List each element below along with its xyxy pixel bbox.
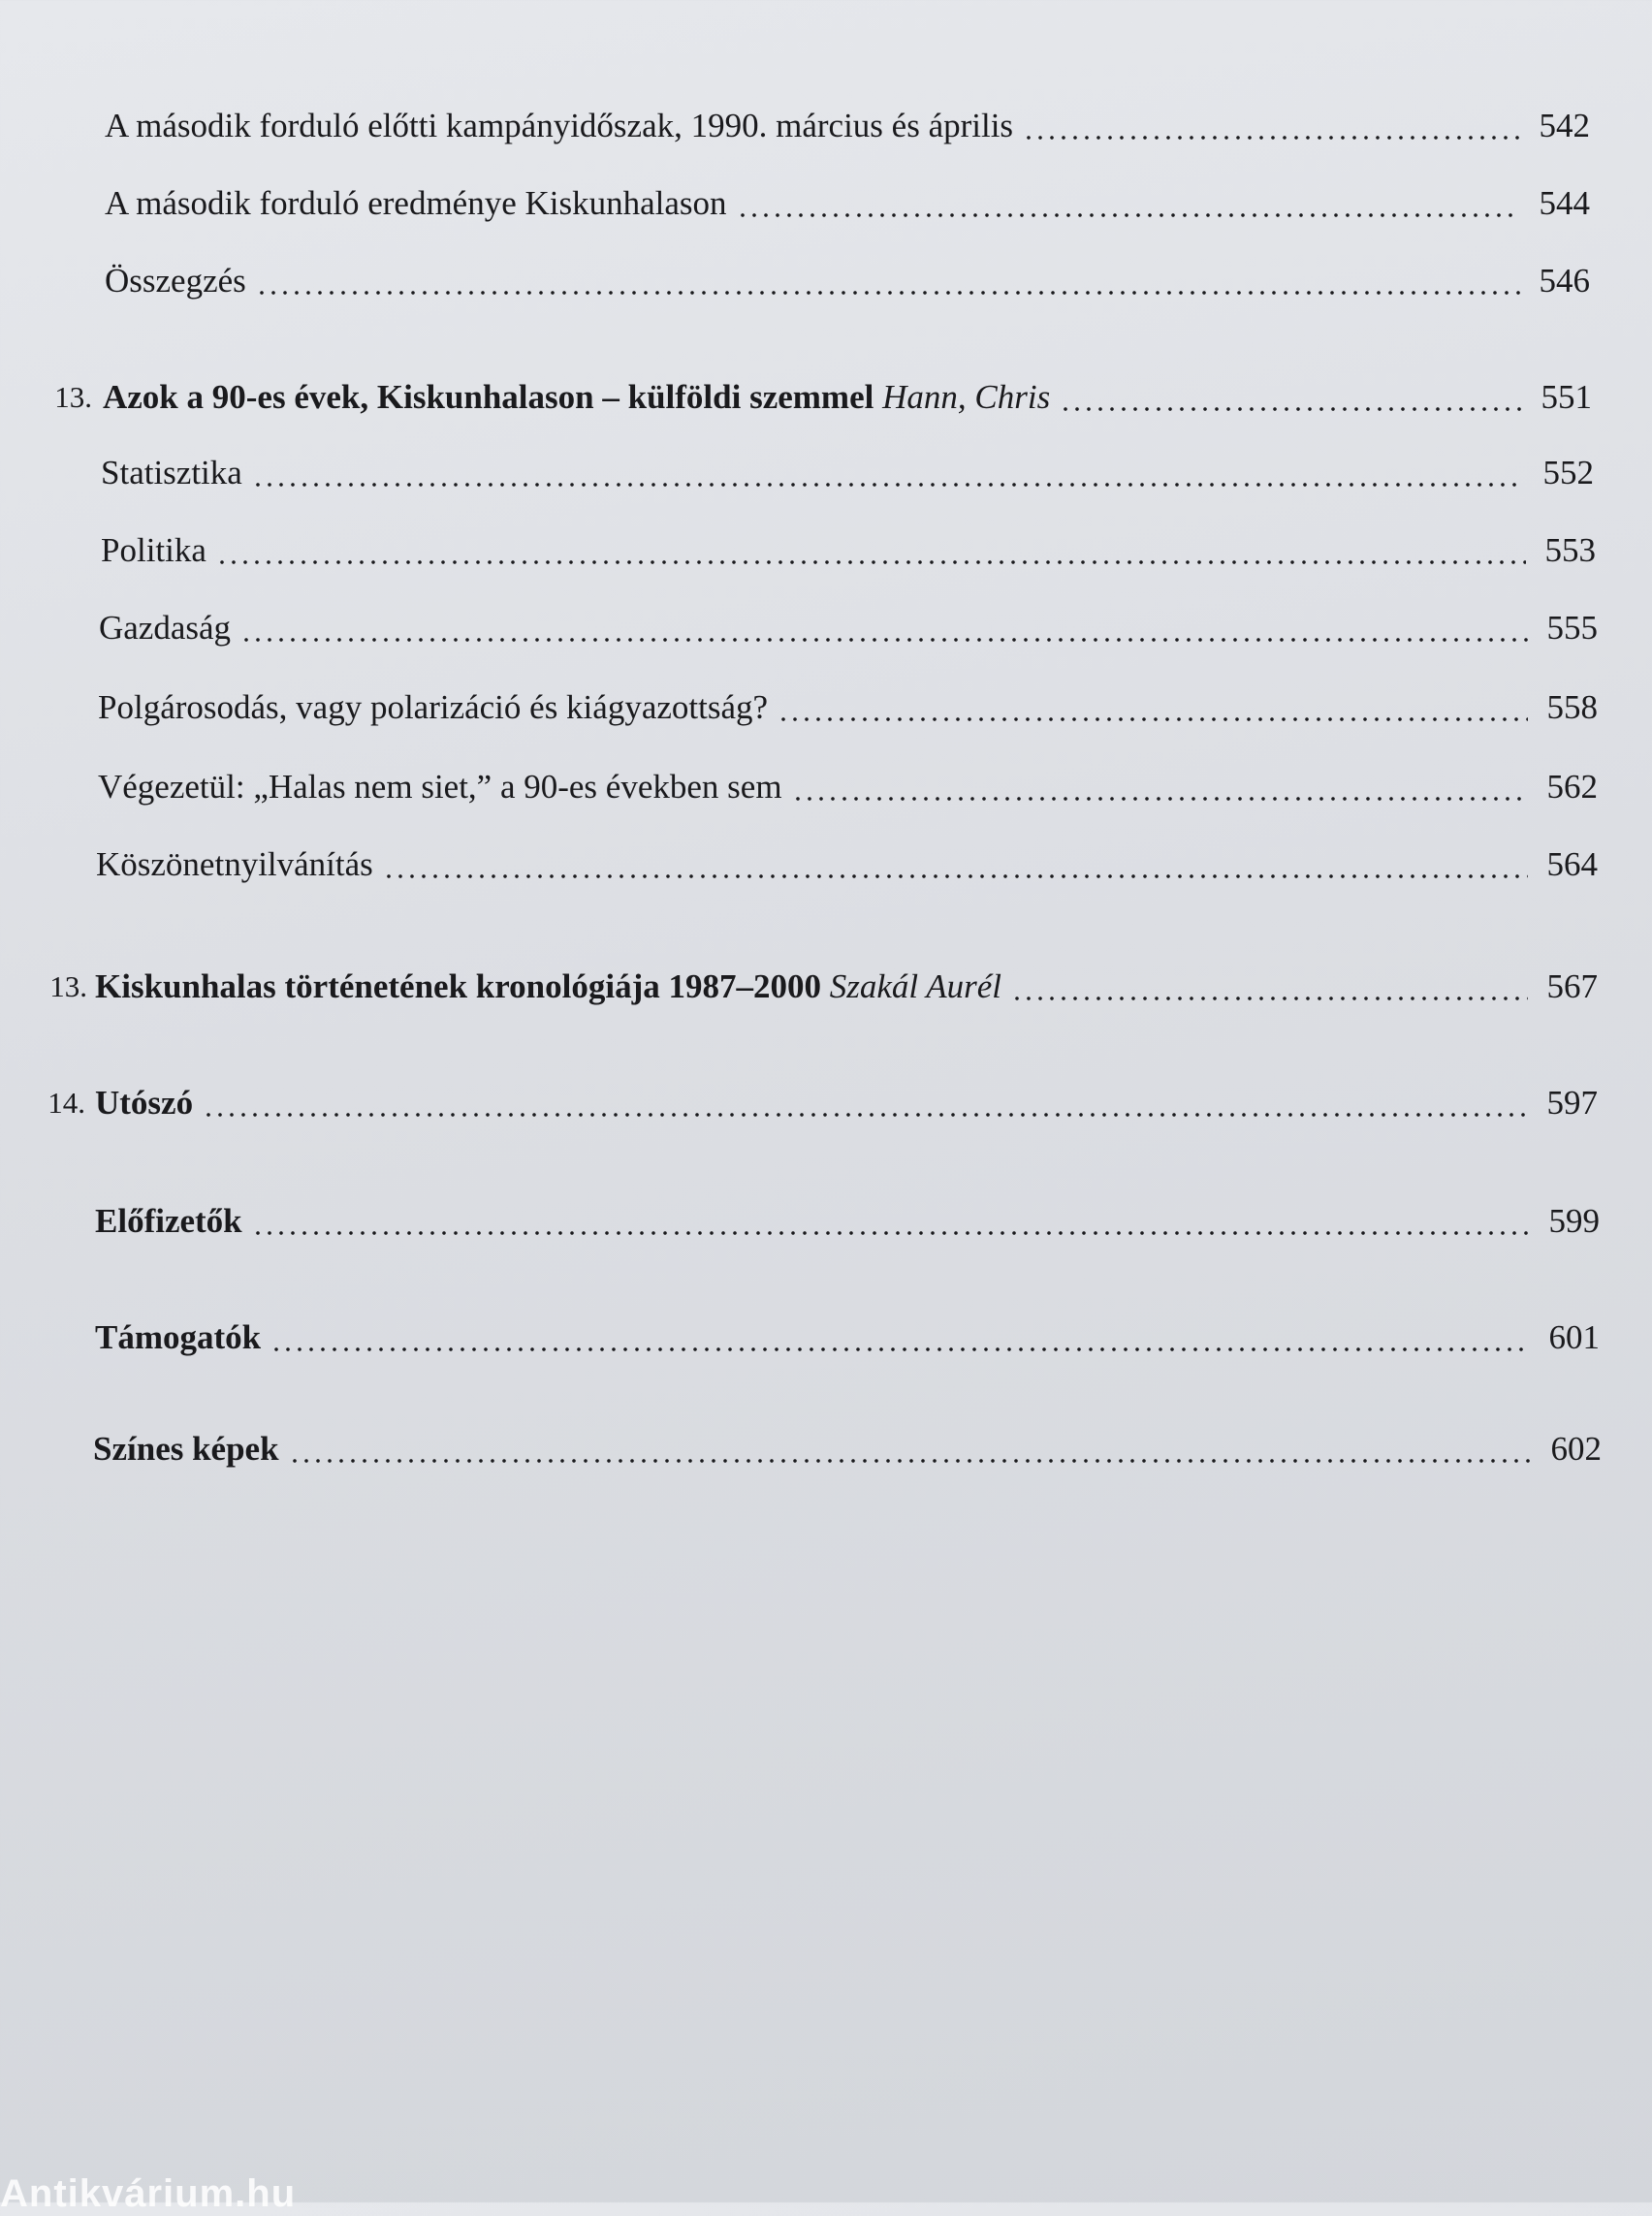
- toc-entry-title: [93, 1420, 285, 1478]
- toc-entry-title-text: A második forduló eredménye Kiskunhalason: [105, 184, 727, 222]
- toc-entry-title-text: Gazdaság: [99, 609, 232, 647]
- toc-entry-number: 14.: [48, 1086, 85, 1120]
- toc-entry-author: Szakál Aurél: [829, 967, 1002, 1005]
- toc-entry-title-text: Végezetül: „Halas nem siet,” a 90-es években sem: [98, 768, 782, 806]
- toc-entry-title-text: Színes képek: [93, 1430, 279, 1468]
- toc-entry-page-number: 599: [1548, 1202, 1600, 1240]
- toc-entry-title-text: Támogatók: [95, 1318, 262, 1356]
- toc-entry-page-number: 551: [1541, 378, 1592, 416]
- toc-entry: [0, 444, 1652, 502]
- toc-entry-title-text: Statisztika: [101, 454, 242, 491]
- toc-entry: [0, 958, 1652, 1016]
- toc-entry-page-number: 558: [1546, 688, 1598, 726]
- toc-entry: [0, 1309, 1652, 1367]
- watermark: Antikvárium.hu: [0, 2172, 297, 2215]
- toc-entry-page-number: 602: [1550, 1430, 1602, 1468]
- toc-entry-number: 13.: [54, 380, 92, 414]
- toc-entry-page-number: 542: [1539, 107, 1590, 144]
- toc-entry-title: [95, 1192, 248, 1250]
- toc-entry: [0, 679, 1652, 737]
- toc-entry-title: [101, 522, 212, 580]
- toc-entry-page-number: 555: [1546, 609, 1598, 647]
- dot-leader: [216, 560, 1526, 564]
- toc-entry-page-number: 544: [1539, 184, 1590, 222]
- toc-entry-page-number: 552: [1542, 454, 1594, 491]
- toc-entry: [0, 252, 1652, 310]
- toc-entry-title: [95, 1074, 199, 1132]
- toc-entry-title: [103, 368, 1056, 427]
- dot-leader: [256, 291, 1520, 295]
- toc-entry: [0, 174, 1652, 233]
- dot-leader: [1023, 136, 1520, 140]
- toc-entry-title-text: Összegzés: [105, 262, 246, 300]
- dot-leader: [240, 638, 1528, 642]
- toc-entry-title-text: Politika: [101, 531, 206, 569]
- toc-entry-title-text: A második forduló előtti kampányidőszak, 1990. március és április: [105, 107, 1014, 144]
- toc-entry-page-number: 567: [1546, 967, 1598, 1005]
- toc-entry-title: [101, 444, 248, 502]
- toc-entry-page-number: 553: [1544, 531, 1596, 569]
- dot-leader: [1060, 407, 1522, 411]
- dot-leader: [778, 717, 1528, 721]
- toc-entry-page-number: 562: [1546, 768, 1598, 806]
- toc-entry-title-text: Azok a 90-es évek, Kiskunhalason – külföldi szemmel: [103, 378, 883, 416]
- toc-entry-title-text: Előfizetők: [95, 1202, 242, 1240]
- dot-leader: [1011, 997, 1528, 1000]
- toc-entry-number: 13.: [49, 969, 87, 1003]
- dot-leader: [252, 483, 1524, 487]
- toc-entry: [0, 836, 1652, 894]
- dot-leader: [289, 1459, 1532, 1463]
- toc-entry-title-text: Köszönetnyilvánítás: [96, 845, 373, 883]
- toc-entry-title: [98, 758, 788, 816]
- dot-leader: [270, 1347, 1530, 1351]
- dot-leader: [383, 874, 1528, 878]
- toc-entry: [0, 97, 1652, 155]
- toc-entry-page-number: 564: [1546, 845, 1598, 883]
- dot-leader: [252, 1231, 1530, 1235]
- toc-entry-title: [95, 1309, 267, 1367]
- toc-entry: [0, 599, 1652, 657]
- toc-entry-page-number: 601: [1548, 1318, 1600, 1356]
- toc-entry-title-text: Utószó: [95, 1084, 194, 1122]
- toc-entry-title: [95, 958, 1007, 1016]
- toc-entry-title: [105, 174, 733, 233]
- toc-entry-title-text: Polgárosodás, vagy polarizáció és kiágyazottság?: [98, 688, 769, 726]
- toc-entry-page-number: 546: [1539, 262, 1590, 300]
- dot-leader: [737, 213, 1520, 217]
- dot-leader: [792, 797, 1528, 801]
- toc-entry-title: [105, 252, 252, 310]
- toc-entry: [0, 368, 1652, 427]
- toc-entry: [0, 522, 1652, 580]
- toc-entry-page-number: 597: [1546, 1084, 1598, 1122]
- toc-entry-title: [99, 599, 237, 657]
- toc-entry-title: [96, 836, 379, 894]
- toc-entry: [0, 1420, 1652, 1478]
- toc-entry-title: [98, 679, 774, 737]
- dot-leader: [203, 1113, 1528, 1117]
- toc-entry-author: Hann, Chris: [882, 378, 1051, 416]
- toc-entry-title-text: Kiskunhalas történetének kronológiája 1987–2000: [95, 967, 830, 1005]
- toc-entry: [0, 758, 1652, 816]
- toc-entry: [0, 1192, 1652, 1250]
- toc-entry-title: [105, 97, 1019, 155]
- toc-entry: [0, 1074, 1652, 1132]
